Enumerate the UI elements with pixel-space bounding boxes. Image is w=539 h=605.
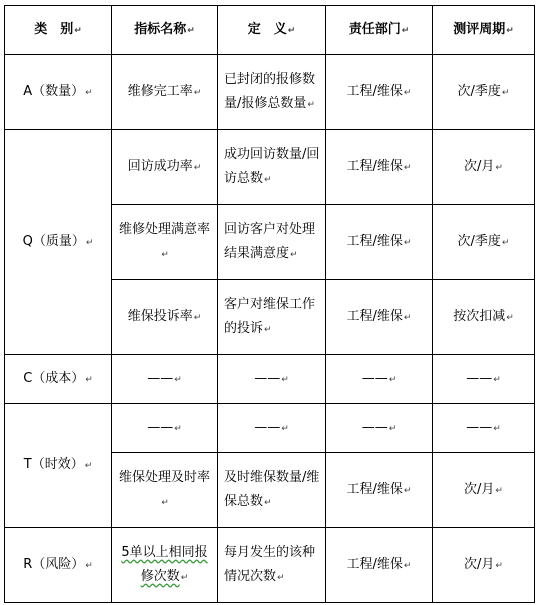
department-cell: ——↵ bbox=[326, 355, 433, 404]
definition-cell: 成功回访数量/回访总数↵ bbox=[218, 130, 326, 205]
table-header-row bbox=[5, 6, 535, 55]
indicator-name-cell: 维修完工率↵ bbox=[112, 55, 218, 130]
definition-cell: ——↵ bbox=[218, 404, 326, 453]
indicator-name-cell: 回访成功率↵ bbox=[112, 130, 218, 205]
category-cell: T（时效）↵ bbox=[5, 404, 112, 528]
period-cell: 次/月↵ bbox=[433, 130, 535, 205]
definition-cell: 已封闭的报修数量/报修总数量↵ bbox=[218, 55, 326, 130]
indicator-name-cell: 5单以上相同报修次数↵ bbox=[112, 528, 218, 603]
definition-cell: 客户对维保工作的投诉↵ bbox=[218, 280, 326, 355]
category-cell: A（数量）↵ bbox=[5, 55, 112, 130]
kpi-table bbox=[4, 5, 535, 603]
department-cell: ——↵ bbox=[326, 404, 433, 453]
indicator-name-cell: ——↵ bbox=[112, 355, 218, 404]
period-cell: 次/季度↵ bbox=[433, 205, 535, 280]
indicator-name-cell: 维保投诉率↵ bbox=[112, 280, 218, 355]
category-cell: C（成本）↵ bbox=[5, 355, 112, 404]
header-category: 类 别↵ bbox=[5, 6, 112, 55]
period-cell: 按次扣减↵ bbox=[433, 280, 535, 355]
header-period: 测评周期↵ bbox=[433, 6, 535, 55]
header-definition: 定 义↵ bbox=[218, 6, 326, 55]
definition-cell: 及时维保数量/维保总数↵ bbox=[218, 453, 326, 528]
table-row bbox=[5, 528, 535, 603]
period-cell: ——↵ bbox=[433, 404, 535, 453]
department-cell: 工程/维保↵ bbox=[326, 528, 433, 603]
table-row bbox=[5, 130, 535, 205]
department-cell: 工程/维保↵ bbox=[326, 55, 433, 130]
period-cell: 次/季度↵ bbox=[433, 55, 535, 130]
category-cell: R（风险）↵ bbox=[5, 528, 112, 603]
department-cell: 工程/维保↵ bbox=[326, 280, 433, 355]
period-cell: 次/月↵ bbox=[433, 528, 535, 603]
table-row bbox=[5, 404, 535, 453]
definition-cell: 回访客户对处理结果满意度↵ bbox=[218, 205, 326, 280]
period-cell: 次/月↵ bbox=[433, 453, 535, 528]
indicator-name-cell: ——↵ bbox=[112, 404, 218, 453]
department-cell: 工程/维保↵ bbox=[326, 130, 433, 205]
indicator-name-cell: 维保处理及时率↵ bbox=[112, 453, 218, 528]
table-row bbox=[5, 355, 535, 404]
definition-cell: 每月发生的该种情况次数↵ bbox=[218, 528, 326, 603]
department-cell: 工程/维保↵ bbox=[326, 453, 433, 528]
table-row bbox=[5, 55, 535, 130]
indicator-name-cell: 维修处理满意率↵ bbox=[112, 205, 218, 280]
header-indicator-name: 指标名称↵ bbox=[112, 6, 218, 55]
period-cell: ——↵ bbox=[433, 355, 535, 404]
department-cell: 工程/维保↵ bbox=[326, 205, 433, 280]
definition-cell: ——↵ bbox=[218, 355, 326, 404]
category-cell: Q（质量）↵ bbox=[5, 130, 112, 355]
header-department: 责任部门↵ bbox=[326, 6, 433, 55]
